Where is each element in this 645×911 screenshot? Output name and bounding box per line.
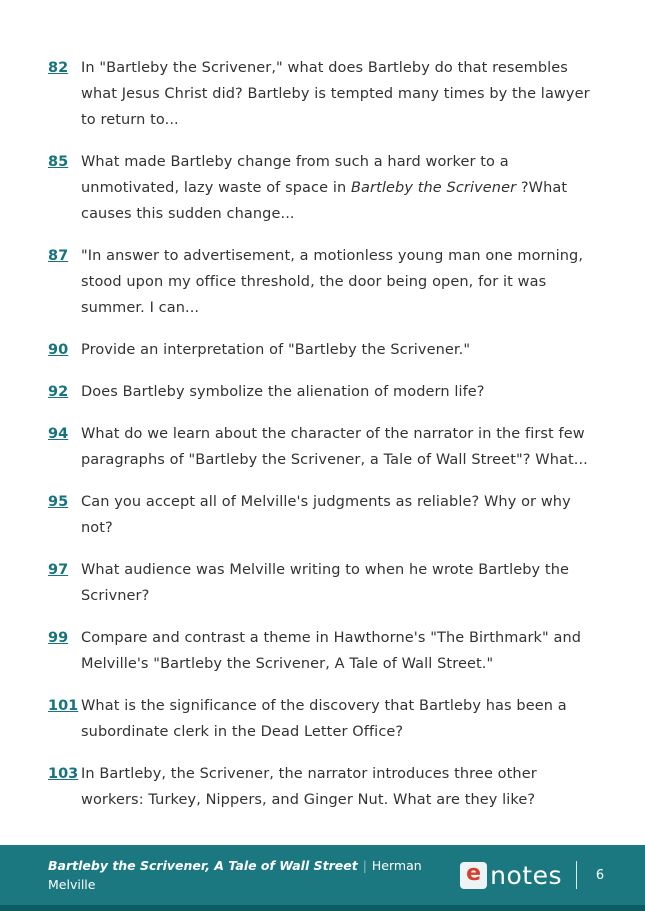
page-footer	[0, 845, 645, 911]
question-text-segment: Does Bartleby symbolize the alienation of modern life?	[81, 384, 485, 400]
question-number-link[interactable]: 103	[48, 766, 79, 782]
question-text	[81, 489, 603, 541]
question-row	[48, 489, 605, 541]
question-row	[48, 149, 605, 227]
footer-divider	[576, 861, 577, 889]
question-text-segment: ?What causes this sudden change...	[81, 180, 568, 222]
question-number-link[interactable]: 92	[48, 384, 69, 400]
footer-right	[460, 861, 607, 890]
question-row	[48, 625, 605, 677]
question-text-segment: In "Bartleby the Scrivener," what does Bartleby do that resembles what Jesus Christ did? Bartleby is tempted many times by the lawyer to return to...	[81, 60, 590, 128]
question-number-link[interactable]: 82	[48, 60, 69, 76]
question-number-link[interactable]: 87	[48, 248, 69, 264]
question-text-segment: What do we learn about the character of the narrator in the first few paragraphs of "Bartleby the Scrivener, a Tale of Wall Street"? What...	[81, 426, 588, 468]
question-text-segment: Provide an interpretation of "Bartleby the Scrivener."	[81, 342, 471, 358]
question-text	[81, 243, 603, 321]
question-text-segment: Can you accept all of Melville's judgments as reliable? Why or why not?	[81, 494, 571, 536]
footer-book-info	[48, 856, 448, 894]
question-number-link[interactable]: 97	[48, 562, 69, 578]
question-row	[48, 379, 605, 405]
footer-title-separator: |	[362, 858, 367, 873]
question-number-link[interactable]: 90	[48, 342, 69, 358]
question-text-segment: What is the significance of the discovery that Bartleby has been a subordinate clerk in the Dead Letter Office?	[81, 698, 567, 740]
question-text	[81, 557, 603, 609]
question-text	[81, 149, 603, 227]
question-row	[48, 761, 605, 813]
question-text-segment: In Bartleby, the Scrivener, the narrator introduces three other workers: Turkey, Nippers, and Ginger Nut. What are they like?	[81, 766, 537, 808]
question-text	[81, 693, 603, 745]
question-text	[81, 55, 603, 133]
question-text-segment: What made Bartleby change from such a hard worker to a unmotivated, lazy waste of space in	[81, 154, 509, 196]
question-number-link[interactable]: 94	[48, 426, 69, 442]
footer-book-title: Bartleby the Scrivener, A Tale of Wall Street	[48, 858, 358, 873]
question-number-link[interactable]: 95	[48, 494, 69, 510]
question-row	[48, 55, 605, 133]
question-row	[48, 421, 605, 473]
enotes-logo-text: notes	[490, 860, 562, 890]
question-text	[81, 761, 603, 813]
question-row	[48, 337, 605, 363]
enotes-logo	[460, 861, 562, 890]
question-text-segment: Compare and contrast a theme in Hawthorne's "The Birthmark" and Melville's "Bartleby the Scrivener, A Tale of Wall Street."	[81, 630, 582, 672]
question-text	[81, 337, 603, 363]
question-row	[48, 243, 605, 321]
question-text	[81, 379, 603, 405]
enotes-e-icon: e	[460, 862, 487, 889]
question-text-segment: What audience was Melville writing to when he wrote Bartleby the Scrivner?	[81, 562, 570, 604]
question-row	[48, 693, 605, 745]
question-number-link[interactable]: 85	[48, 154, 69, 170]
question-text	[81, 625, 603, 677]
question-text	[81, 421, 603, 473]
question-text-segment: "In answer to advertisement, a motionless young man one morning, stood upon my office threshold, the door being open, for it was summer. I can...	[81, 248, 584, 316]
question-number-link[interactable]: 101	[48, 698, 79, 714]
page-number: 6	[595, 867, 605, 883]
question-row	[48, 557, 605, 609]
question-number-link[interactable]: 99	[48, 630, 69, 646]
footer-author: Herman Melville	[48, 858, 422, 892]
question-text-italic-segment: Bartleby the Scrivener	[350, 180, 517, 196]
